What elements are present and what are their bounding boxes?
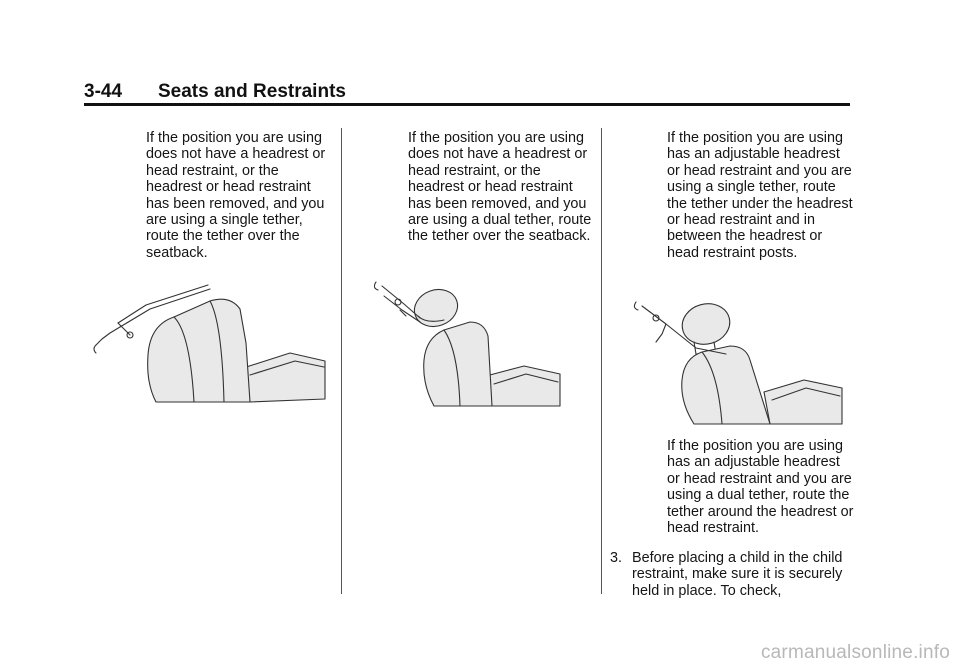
section-title: Seats and Restraints bbox=[158, 81, 346, 102]
page-header bbox=[84, 80, 850, 104]
header-rule bbox=[84, 103, 850, 106]
step-3-number: 3. bbox=[610, 550, 623, 566]
right-column-paragraph-2: If the position you are using has an adjustable headrest or head restraint and you are using a dual tether, route the tether around the headrest or head restraint. bbox=[667, 438, 854, 537]
single-tether-under-headrest-figure bbox=[626, 296, 846, 426]
single-tether-over-seatback-figure bbox=[90, 283, 330, 405]
page-number: 3-44 bbox=[84, 81, 123, 102]
watermark: carmanualsonline.info bbox=[760, 642, 950, 663]
column-divider-left bbox=[341, 128, 342, 594]
dual-tether-over-seatback-figure bbox=[374, 280, 564, 408]
column-divider-right bbox=[601, 128, 602, 594]
step-3 bbox=[610, 550, 860, 599]
left-column-paragraph: If the position you are using does not have a headrest or head restraint, or the headrest or head restraint has been removed, and you are using a single tether, route the tether over the seatback. bbox=[146, 130, 326, 261]
step-3-text: Before placing a child in the child restraint, make sure it is securely held in place. To check, bbox=[632, 550, 843, 599]
middle-column-paragraph: If the position you are using does not have a headrest or head restraint, or the headrest or head restraint has been removed, and you are using a dual tether, route the tether over the seatback. bbox=[408, 130, 592, 245]
right-column-paragraph-1: If the position you are using has an adjustable headrest or head restraint and you are using a single tether, route the tether under the headrest or head restraint and in between the headrest or head restraint posts. bbox=[667, 130, 853, 261]
